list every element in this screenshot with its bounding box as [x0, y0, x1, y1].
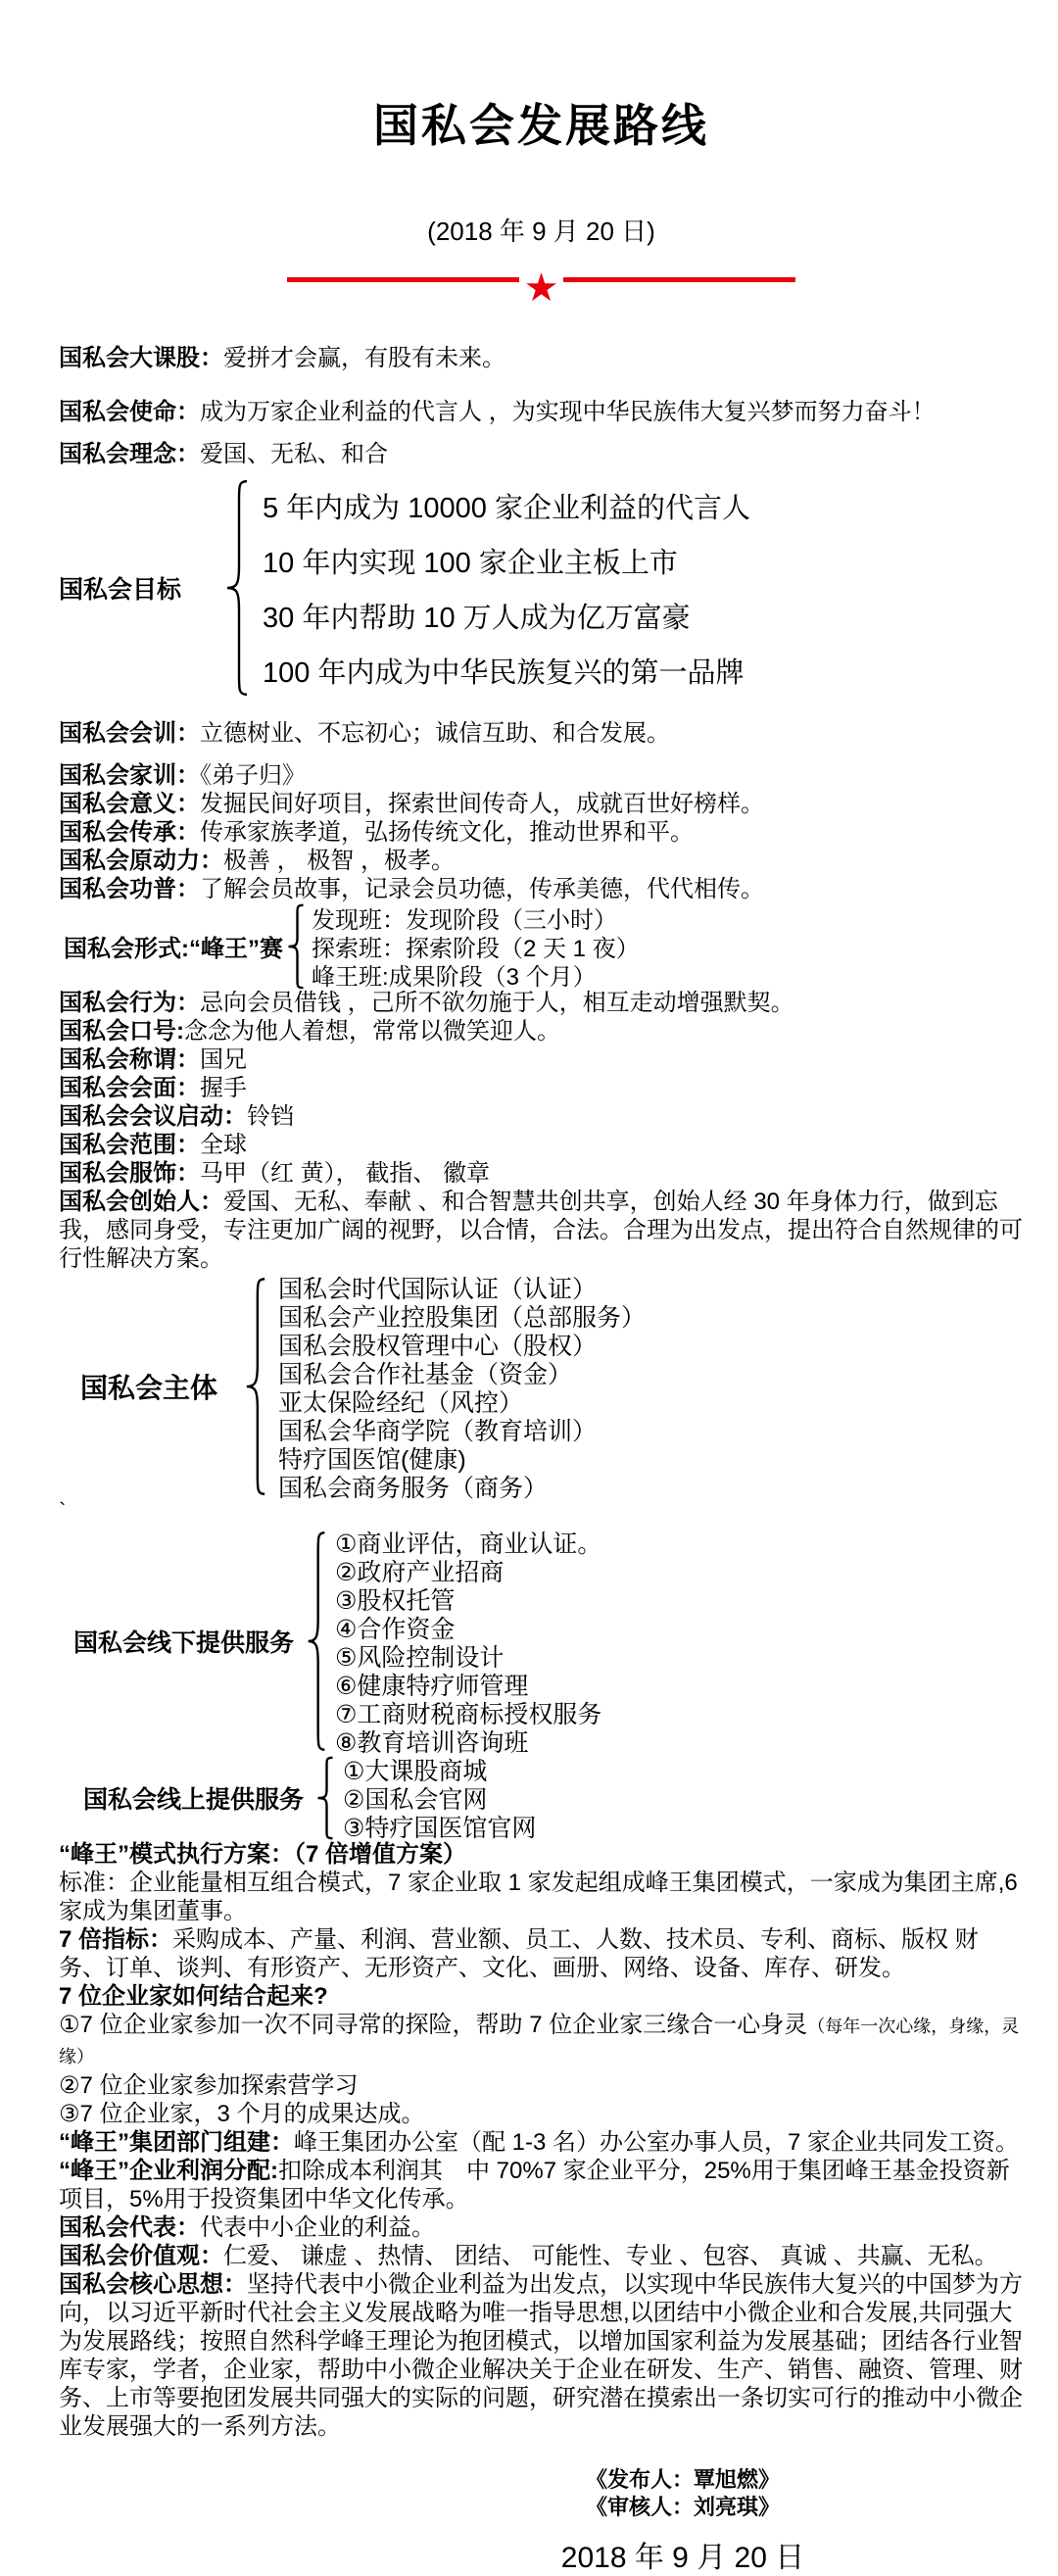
field-line-representative: 国私会代表：代表中小企业的利益。 [59, 2214, 435, 2241]
main-body-item: 国私会时代国际认证（认证） [278, 1275, 598, 1303]
combine-item-3: ③7 位企业家，3 个月的成果达成。 [59, 2101, 425, 2127]
offline-service-item: ①商业评估，商业认证。 [335, 1530, 602, 1558]
format-group [59, 903, 1024, 989]
field-line-meeting: 国私会会面：握手 [59, 1075, 247, 1101]
field-line-appellation: 国私会称谓：国兄 [59, 1046, 247, 1073]
main-body-item: 国私会合作社基金（资金） [278, 1360, 573, 1388]
divider-line-right [563, 277, 795, 282]
page-title: 国私会发展路线 [373, 100, 709, 151]
brace-icon [225, 479, 249, 697]
combine-item-2: ②7 位企业家参加探索营学习 [59, 2072, 359, 2099]
format-items [312, 903, 640, 989]
plan-standard: 标准：企业能量相互组合模式，7 家企业取 1 家发起组成峰王集团模式，一家成为集团主席,6 家成为集团董事。 [59, 1870, 1018, 1924]
goals-items [263, 478, 750, 698]
offline-services-group [59, 1528, 1024, 1755]
field-line-behavior: 国私会行为：忌向会员借钱 ，己所不欲勿施于人，相互走动增强默契。 [59, 990, 794, 1016]
combine-heading: 7 位企业家如何结合起来? [59, 1983, 328, 2010]
divider-line-left [287, 277, 519, 282]
offline-service-item: ④合作资金 [335, 1615, 456, 1643]
combine-item-1-note: （每年一次心缘，身缘，灵缘） [59, 2017, 1020, 2066]
format-item: 峰王班:成果阶段（3 个月） [312, 964, 597, 991]
format-label: 国私会形式:“峰王”赛 [64, 936, 283, 962]
online-service-item: ②国私会官网 [343, 1785, 488, 1814]
footer-publisher: 《发布人：覃旭燃》 [585, 2467, 780, 2492]
format-item: 探索班：探索阶段（2 天 1 夜） [312, 936, 640, 962]
offline-service-item: ⑦工商财税商标授权服务 [335, 1700, 602, 1728]
field-line-dakegu: 国私会大课股：爱拼才会赢，有股有未来。 [59, 345, 505, 371]
main-body-item: 国私会商务服务（商务） [278, 1474, 549, 1502]
goal-item: 5 年内成为 10000 家企业利益的代言人 [263, 492, 750, 524]
footer [389, 2466, 977, 2576]
plan-heading: “峰王”模式执行方案：（7 倍增值方案） [59, 1841, 467, 1868]
field-line-meaning: 国私会意义：发掘民间好项目，探索世间传奇人，成就百世好榜样。 [59, 791, 764, 817]
footer-reviewer: 《审核人：刘亮琪》 [585, 2495, 780, 2519]
field-line-dress: 国私会服饰：马甲（红 黄）， 截指、 徽章 [59, 1160, 491, 1187]
field-line-heritage: 国私会传承：传承家族孝道，弘扬传统文化，推动世界和平。 [59, 819, 694, 846]
field-line-slogan: 国私会口号:念念为他人着想，常常以微笑迎人。 [59, 1018, 560, 1045]
footer-date: 2018 年 9 月 20 日 [560, 2542, 805, 2574]
brace-icon [316, 1757, 334, 1839]
online-services-label: 国私会线上提供服务 [83, 1785, 305, 1814]
offline-services-items [335, 1528, 601, 1755]
main-body-item: 亚太保险经纪（风控） [278, 1388, 524, 1417]
offline-service-item: ③股权托管 [335, 1586, 456, 1615]
field-line-meeting-start: 国私会会议启动：铃铛 [59, 1103, 294, 1130]
divider [59, 260, 1024, 310]
subtitle-date: (2018 年 9 月 20 日) [427, 217, 655, 246]
offline-service-item: ⑥健康特疗师管理 [335, 1672, 529, 1700]
main-body-item: 国私会产业控股集团（总部服务） [278, 1303, 647, 1332]
offline-service-item: ⑧教育培训咨询班 [335, 1728, 529, 1757]
main-body-item: 国私会股权管理中心（股权） [278, 1332, 598, 1360]
goals-label: 国私会目标 [59, 576, 182, 604]
field-line-family-motto: 国私会家训：《弟子归》 [59, 762, 306, 789]
field-line-motive: 国私会原动力：极善 ， 极智 ，极孝。 [59, 848, 456, 874]
goal-item: 10 年内实现 100 家企业主板上市 [263, 547, 678, 579]
goal-item: 100 年内成为中华民族复兴的第一品牌 [263, 656, 745, 689]
field-line-values: 国私会价值观：仁爱、 谦虚 、热情、 团结、 可能性、专业 、包容、 真诚 、共赢、无私。 [59, 2243, 998, 2269]
main-body-items [278, 1273, 646, 1500]
online-services-items [343, 1755, 536, 1840]
format-item: 发现班：发现阶段（三小时） [312, 907, 617, 934]
goal-item: 30 年内帮助 10 万人成为亿万富豪 [263, 602, 691, 634]
field-line-scope: 国私会范围：全球 [59, 1132, 247, 1158]
online-service-item: ①大课股商城 [343, 1757, 488, 1785]
star-icon: ★ [523, 267, 559, 310]
offline-service-item: ⑤风险控制设计 [335, 1643, 505, 1672]
main-body-label: 国私会主体 [80, 1373, 218, 1403]
plan-metrics: 7 倍指标：采购成本、产量、利润、营业额、员工、人数、技术员、专利、商标、版权 财务、订单、谈判、有形资产、无形资产、文化、画册、网络、设备、库存、研发。 [59, 1926, 979, 1981]
field-line-gongpu: 国私会功普：了解会员故事，记录会员功德，传承美德，代代相传。 [59, 876, 764, 902]
online-services-group [59, 1755, 1024, 1840]
main-body-item: 国私会华商学院（教育培训） [278, 1417, 598, 1445]
field-line-idea: 国私会理念：爱国、无私、和合 [59, 441, 388, 467]
brace-icon [287, 904, 305, 989]
brace-icon [307, 1531, 326, 1752]
main-body-item: 特疗国医馆(健康) [278, 1445, 466, 1474]
field-line-mission: 国私会使命：成为万家企业利益的代言人 ，为实现中华民族伟大复兴梦而努力奋斗！ [59, 399, 936, 425]
offline-service-item: ②政府产业招商 [335, 1558, 505, 1586]
stray-mark: ` [59, 1498, 67, 1523]
brace-icon [245, 1277, 266, 1496]
field-line-founder: 国私会创始人：爱国、无私、奉献 、和合智慧共创共享，创始人经 30 年身体力行，做到忘我，感同身受，专注更加广阔的视野，以合情，合法。合理为出发点，提出符合自然规律的可行性解决方案。 [59, 1189, 1023, 1272]
combine-item-1: ①7 位企业家参加一次不同寻常的探险，帮助 7 位企业家三缘合一心身灵（每年一次心缘，身缘，灵缘） [59, 2012, 1020, 2066]
field-line-dept: “峰王”集团部门组建：峰王集团办公室（配 1-3 名）办公室办事人员，7 家企业共同发工资。 [59, 2129, 1020, 2156]
offline-services-label: 国私会线下提供服务 [73, 1629, 295, 1657]
main-body-group [59, 1273, 1024, 1500]
field-line-profit: “峰王”企业利润分配:扣除成本利润其 中 70%7 家企业平分，25%用于集团峰王基金投资新项目，5%用于投资集团中华文化传承。 [59, 2158, 1010, 2212]
online-service-item: ③特疗国医馆官网 [343, 1814, 537, 1842]
field-line-motto: 国私会会训：立德树业、不忘初心；诚信互助、和合发展。 [59, 720, 670, 747]
goals-group [59, 478, 1024, 698]
field-line-core-thought: 国私会核心思想：坚持代表中小微企业利益为出发点，以实现中华民族伟大复兴的中国梦为方向，以习近平新时代社会主义发展战略为唯一指导思想,以团结中小微企业和合发展,共同强大为发展路线；按照自然科学峰王理论为抱团模式，以增加国家利益为发展基础；团结各行业智库专家，学者，企业家，帮助中小微企业解决关于企业在研发、生产、销售、融资、管理、财务、上市等要抱团发展共同强大的实际的问题，研究潜在摸索出一条切实可行的推动中小微企业发展强大的一系列方法。 [59, 2271, 1023, 2440]
